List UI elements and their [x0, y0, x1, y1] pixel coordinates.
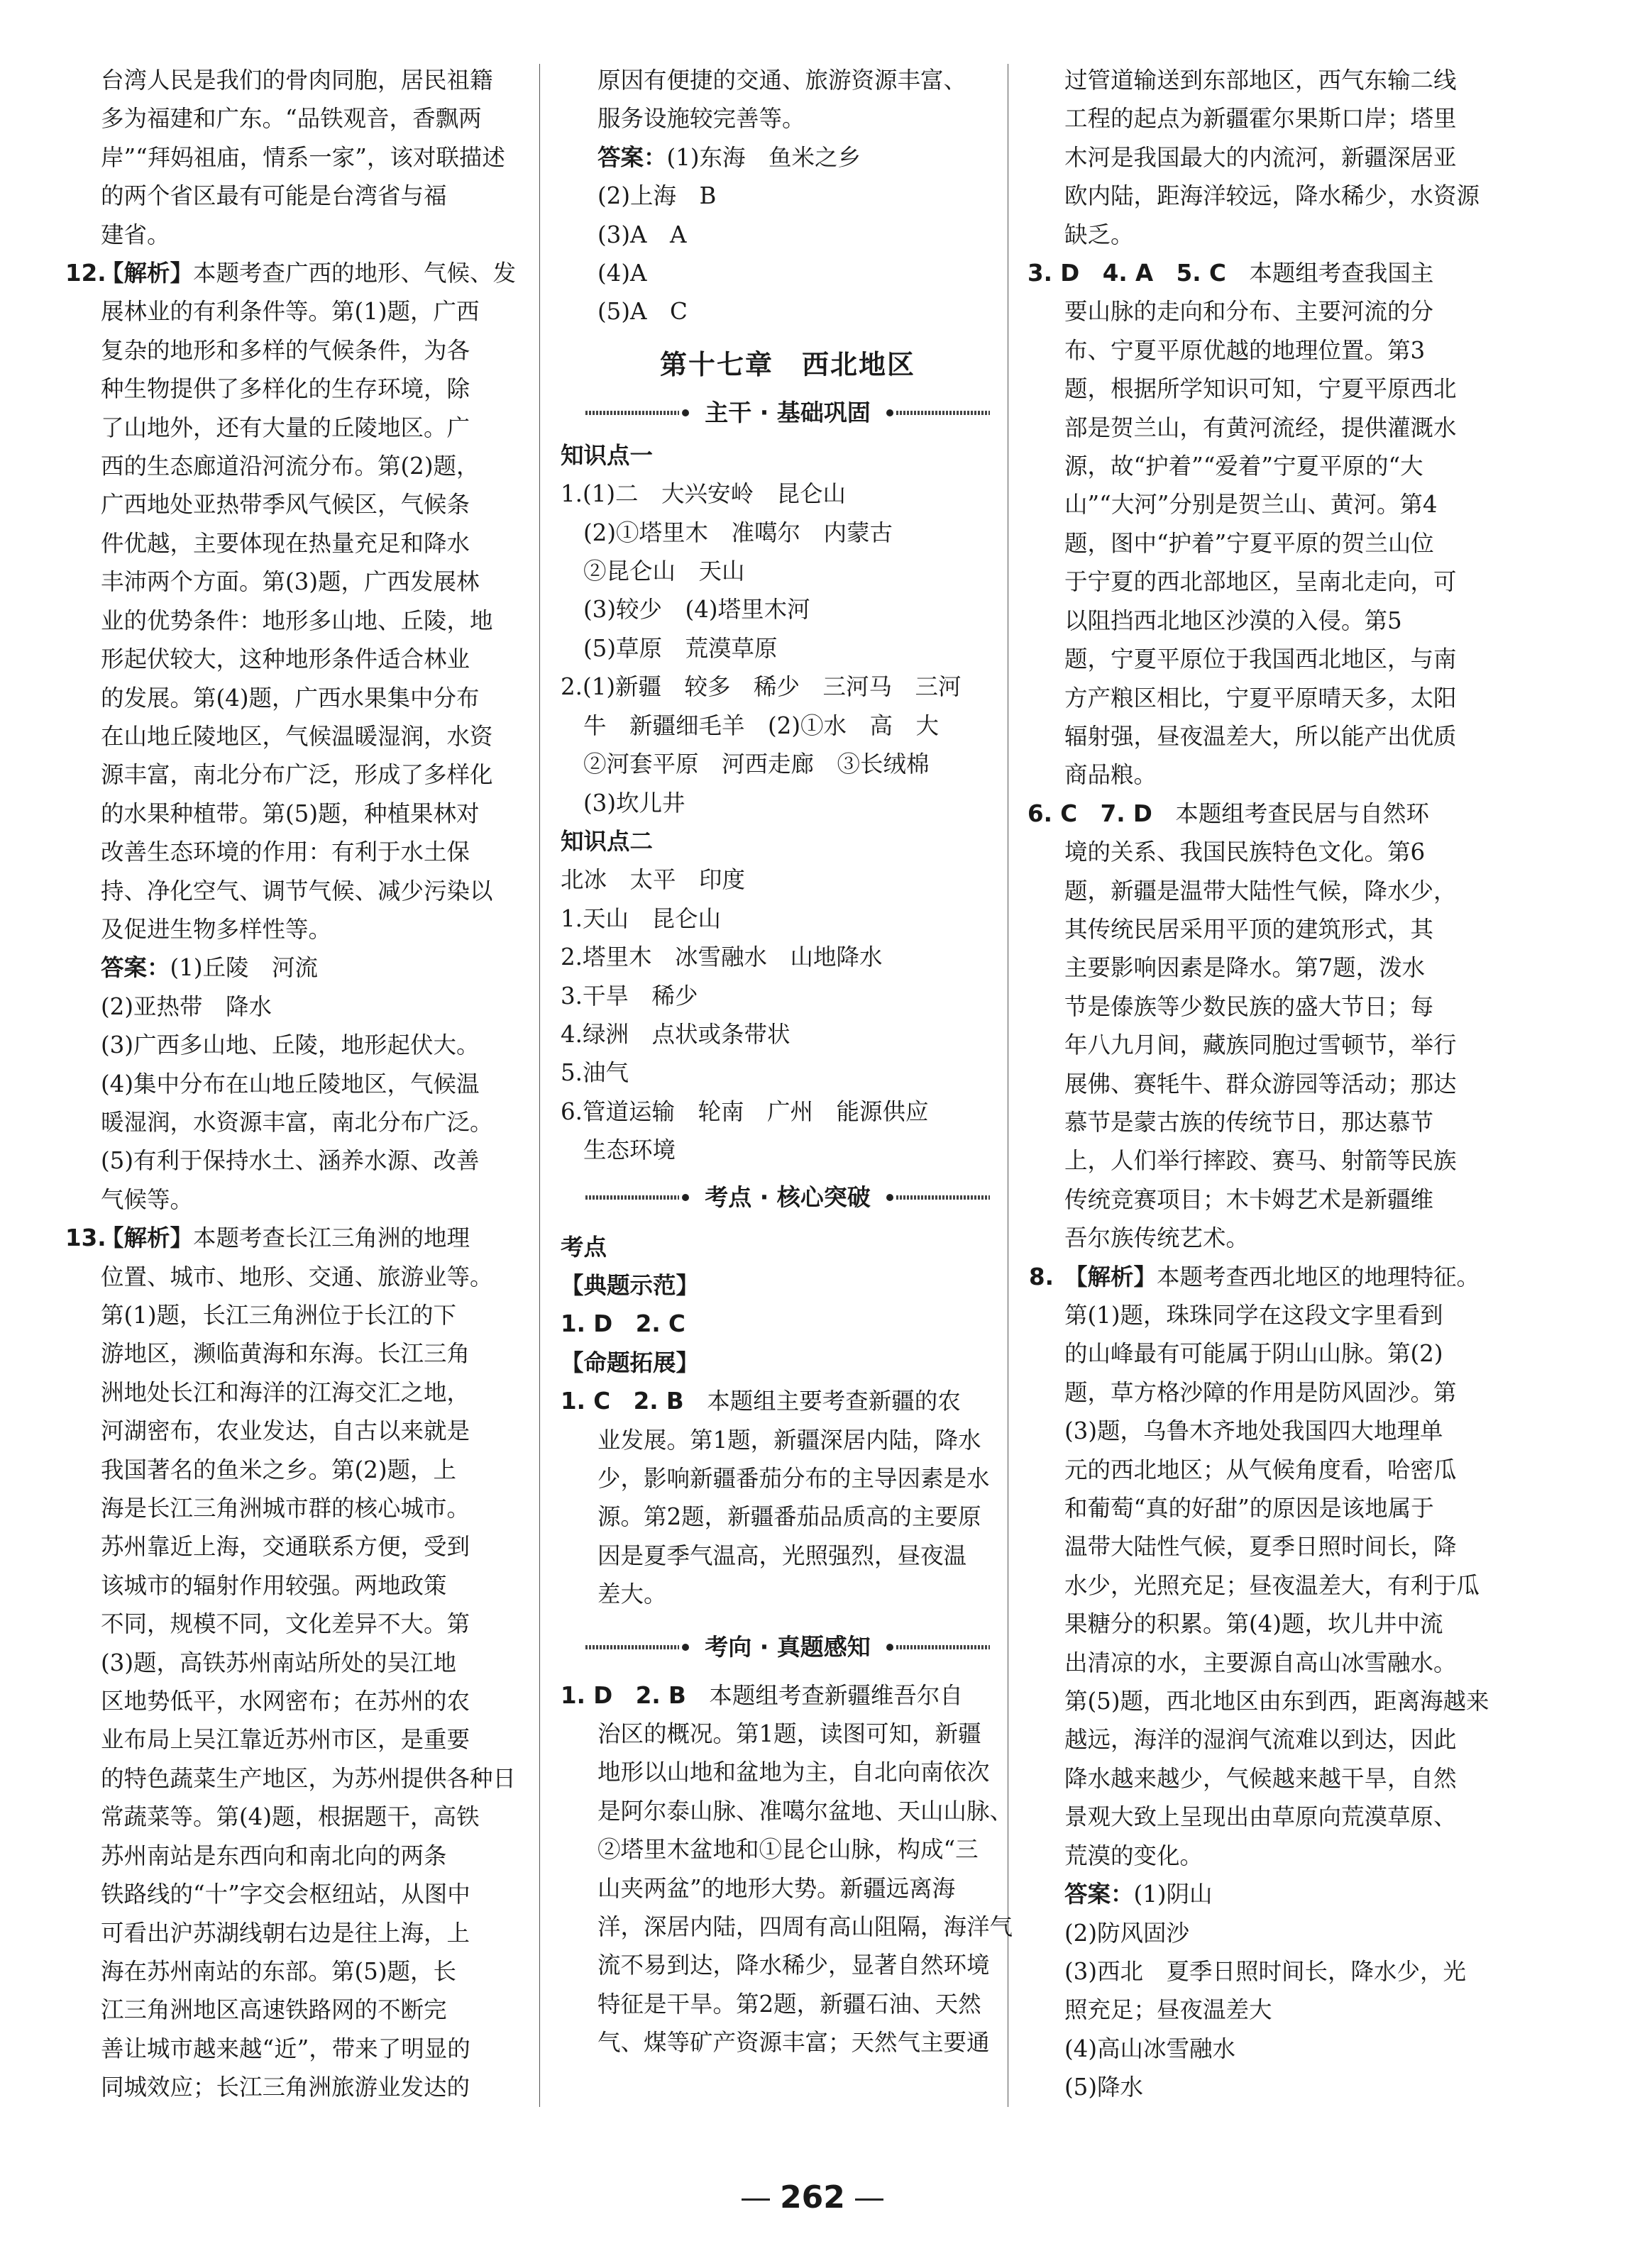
text-line: 多为福建和广东。“品铁观音，香飘两	[101, 105, 482, 133]
ornament-left	[585, 409, 692, 416]
text-line: 景观大致上呈现出由草原向荒漠草原、	[1064, 1803, 1457, 1831]
text-line: 出清凉的水，主要源自高山冰雪融水。	[1064, 1649, 1457, 1676]
text-line: (2)①塔里木 准噶尔 内蒙古	[583, 519, 893, 546]
answer-line: (5)A C	[597, 298, 688, 326]
text-line: 西的生态廊道沿河流分布。第(2)题，	[101, 453, 480, 480]
text-line: 源丰富，南北分布广泛，形成了多样化	[101, 761, 493, 789]
text-line: 3.干旱 稀少	[561, 982, 698, 1009]
text-line: (3)较少 (4)塔里木河	[583, 596, 810, 624]
text-line: 广西地处亚热带季风气候区，气候条	[101, 491, 470, 519]
extension-heading: 【命题拓展】	[561, 1349, 700, 1376]
text-line: (3)题，高铁苏州南站所处的吴江地	[101, 1649, 457, 1676]
text-line: 题，根据所学知识可知，宁夏平原西北	[1064, 375, 1457, 403]
intro-paragraph	[64, 61, 518, 254]
text-line: (3)题，乌鲁木齐地处我国四大地理单	[1064, 1417, 1443, 1445]
column-2	[561, 61, 1015, 2062]
knowledge-point-heading: 知识点二	[561, 827, 654, 855]
answer-numbers: 6. C 7. D	[1028, 800, 1152, 827]
text-line: 1.(1)二 大兴安岭 昆仑山	[561, 480, 847, 508]
text-line: 的发展。第(4)题，广西水果集中分布	[101, 684, 480, 712]
text-line: 5.油气	[561, 1059, 629, 1087]
text-line: 改善生态环境的作用：有利于水土保	[101, 839, 470, 866]
text-line: 元的西北地区；从气候角度看，哈密瓜	[1064, 1456, 1457, 1483]
text-line: 1.天山 昆仑山	[561, 905, 722, 932]
text-line: 江三角洲地区高速铁路网的不断完	[101, 1996, 447, 2024]
text-line: 题，图中“护着”宁夏平原的贺兰山位	[1064, 529, 1434, 557]
text-line: 治区的概况。第1题，读图可知，新疆	[597, 1720, 981, 1748]
question-8	[1028, 1258, 1538, 2107]
analysis-tag: 【解析】	[1064, 1263, 1157, 1290]
section-heading	[561, 1624, 1015, 1671]
section-title: 主干 · 基础巩固	[705, 398, 871, 426]
text-line: 特征是干旱。第2题，新疆石油、天然	[597, 1990, 981, 2018]
text-line: 第(5)题，西北地区由东到西，距离海越来	[1064, 1688, 1489, 1715]
answer-line: (2)亚热带 降水	[101, 992, 272, 1020]
text-line: 善让城市越来越“近”，带来了明显的	[101, 2035, 470, 2062]
text-line: 牛 新疆细毛羊 (2)①水 高 大	[583, 712, 940, 739]
text-line: 越远，海洋的湿润气流难以到达，因此	[1064, 1726, 1457, 1754]
analysis-tag: 【解析】	[101, 260, 194, 287]
answer-line: (4)集中分布在山地丘陵地区，气候温	[101, 1070, 480, 1097]
text-line: 和葡萄“真的好甜”的原因是该地属于	[1064, 1495, 1434, 1522]
text-line: 了山地外，还有大量的丘陵地区。广	[101, 414, 470, 441]
page-number	[0, 2179, 1625, 2216]
text-line: 差大。	[597, 1581, 667, 1608]
answer-line: (4)A	[597, 260, 647, 287]
question-number: 12.	[65, 260, 106, 287]
page-number-dash-right	[855, 2198, 883, 2201]
continued-paragraph	[1028, 61, 1538, 254]
answer-label: 答案：	[101, 954, 170, 982]
text-line: 1. C 2. B 本题组主要考查新疆的农	[561, 1388, 961, 1415]
text-line: 气、煤等矿产资源丰富；天然气主要通	[597, 2029, 990, 2057]
text-line: 缺乏。	[1064, 221, 1134, 248]
answer-label: 答案：	[1064, 1881, 1134, 1908]
question-number: 8.	[1029, 1263, 1054, 1290]
answer-line: (3)广西多山地、丘陵，地形起伏大。	[101, 1031, 480, 1059]
text-line: 海是长江三角洲城市群的核心城市。	[101, 1495, 470, 1522]
text-line: ②昆仑山 天山	[583, 558, 745, 585]
ornament-right	[883, 1194, 990, 1201]
text-line: 台湾人民是我们的骨肉同胞，居民祖籍	[101, 67, 493, 94]
text-line: 可看出沪苏湖线朝右边是往上海，上	[101, 1919, 470, 1947]
text-line: 温带大陆性气候，夏季日照时间长，降	[1064, 1533, 1457, 1561]
answer-numbers: 1. C 2. B	[561, 1388, 684, 1415]
text-line: 第(1)题，珠珠同学在这段文字里看到	[1064, 1302, 1443, 1329]
text-line: 要山脉的走向和分布、主要河流的分	[1064, 298, 1434, 326]
text-line: 丰沛两个方面。第(3)题，广西发展林	[101, 568, 480, 596]
text-line: 传统竞赛项目；木卡姆艺术是新疆维	[1064, 1185, 1434, 1213]
text-line: 境的关系、我国民族特色文化。第6	[1064, 839, 1426, 866]
continued-paragraph	[561, 61, 1015, 331]
text-line: 辐射强，昼夜温差大，所以能产出优质	[1064, 722, 1457, 750]
text-line: 服务设施较完善等。	[597, 105, 805, 133]
section-title: 考点 · 核心突破	[705, 1183, 871, 1211]
answer-label: 答案：	[597, 143, 667, 171]
answer-line: 暖湿润，水资源丰富，南北分布广泛。	[101, 1108, 493, 1136]
text-line: 源，故“护着”“爱着”宁夏平原的“大	[1064, 453, 1423, 480]
answer-line: (2)上海 B	[597, 182, 717, 210]
text-line: 3. D 4. A 5. C 本题组考查我国主	[1028, 260, 1434, 287]
text-line: 商品粮。	[1064, 761, 1157, 789]
text-line: 原因有便捷的交通、旅游资源丰富、	[597, 67, 967, 94]
page-number-value: 262	[780, 2179, 845, 2216]
text-line: 同城效应；长江三角洲旅游业发达的	[101, 2074, 470, 2101]
text-line: 1. D 2. B 本题组考查新疆维吾尔自	[561, 1681, 963, 1709]
text-line: 该城市的辐射作用较强。两地政策	[101, 1571, 447, 1599]
text-line: ②塔里木盆地和①昆仑山脉，构成“三	[597, 1836, 979, 1864]
text-line: 常蔬菜等。第(4)题，根据题干，高铁	[101, 1803, 480, 1831]
text-line: 北冰 太平 印度	[561, 866, 746, 894]
text-line: 的山峰最有可能属于阴山山脉。第(2)	[1064, 1340, 1443, 1368]
text-line: 形起伏较大，这种地形条件适合林业	[101, 646, 470, 673]
text-line: 答案：(1)丘陵 河流	[101, 954, 319, 982]
text-line: 少，影响新疆番茄分布的主导因素是水	[597, 1465, 990, 1492]
text-line: 是阿尔泰山脉、准噶尔盆地、天山山脉、	[597, 1797, 1013, 1825]
text-line: 位置、城市、地形、交通、旅游业等。	[101, 1263, 493, 1290]
text-line: 复杂的地形和多样的气候条件，为各	[101, 336, 470, 364]
text-line: 布、宁夏平原优越的地理位置。第3	[1064, 336, 1426, 364]
ornament-left	[585, 1644, 692, 1651]
text-line: 节是傣族等少数民族的盛大节日；每	[1064, 992, 1434, 1020]
text-line: 展佛、赛牦牛、群众游园等活动；那达	[1064, 1070, 1457, 1097]
text-line: 答案：(1)东海 鱼米之乡	[597, 143, 861, 171]
extension-block	[561, 1382, 1015, 1613]
text-line: 游地区，濒临黄海和东海。长江三角	[101, 1340, 470, 1368]
text-line: 业布局上吴江靠近苏州市区，是重要	[101, 1726, 470, 1754]
text-line: 过管道输送到东部地区，西气东输二线	[1064, 67, 1457, 94]
question-12	[64, 254, 518, 1219]
text-line: 【解析】本题考查西北地区的地理特征。	[1064, 1263, 1480, 1290]
ornament-right	[883, 409, 990, 416]
text-line: 源。第2题，新疆番茄品质高的主要原	[597, 1503, 981, 1531]
example-answers: 1. D 2. C	[561, 1310, 685, 1338]
text-line: 年八九月间，藏族同胞过雪顿节，举行	[1064, 1031, 1457, 1059]
text-line: 件优越，主要体现在热量充足和降水	[101, 529, 470, 557]
answer-line: (5)有利于保持水土、涵养水源、改善	[101, 1147, 480, 1175]
answer-numbers: 3. D 4. A 5. C	[1028, 260, 1226, 287]
text-line: 铁路线的“十”字交会枢纽站，从图中	[101, 1881, 470, 1908]
text-line: 果糖分的积累。第(4)题，坎儿井中流	[1064, 1610, 1443, 1638]
question-3-5	[1028, 254, 1538, 795]
text-line: 工程的起点为新疆霍尔果斯口岸；塔里	[1064, 105, 1457, 133]
text-line: 2.(1)新疆 较多 稀少 三河马 三河	[561, 673, 962, 701]
text-line: 展林业的有利条件等。第(1)题，广西	[101, 298, 480, 326]
text-line: 苏州靠近上海，交通联系方便，受到	[101, 1533, 470, 1561]
text-line: 2.塔里木 冰雪融水 山地降水	[561, 944, 883, 971]
question-13	[64, 1219, 518, 2106]
answer-line: 气候等。	[101, 1185, 194, 1213]
text-line: 在山地丘陵地区，气候温暖湿润，水资	[101, 722, 493, 750]
text-line: 降水越来越少，气候越来越干旱，自然	[1064, 1764, 1457, 1792]
answer-line: (5)降水	[1064, 2074, 1144, 2101]
text-line: 慕节是蒙古族的传统节日，那达慕节	[1064, 1108, 1434, 1136]
text-line: 不同，规模不同，文化差异不大。第	[101, 1610, 470, 1638]
column-3	[1028, 61, 1538, 2107]
text-line: 山夹两盆”的地形大势。新疆远离海	[597, 1874, 956, 1902]
text-line: 木河是我国最大的内流河，新疆深居亚	[1064, 143, 1457, 171]
column-1	[64, 61, 518, 2107]
text-line: 我国著名的鱼米之乡。第(2)题，上	[101, 1456, 457, 1483]
text-line: ②河套平原 河西走廊 ③长绒棉	[583, 751, 930, 778]
answer-line: (3)A A	[597, 221, 687, 248]
text-line: 流不易到达，降水稀少，显著自然环境	[597, 1952, 990, 1979]
text-line: 洲地处长江和海洋的江海交汇之地，	[101, 1378, 470, 1406]
text-line: 第(1)题，长江三角洲位于长江的下	[101, 1302, 457, 1329]
text-line: 苏州南站是东西向和南北向的两条	[101, 1842, 447, 1869]
text-line: 【解析】本题考查广西的地形、气候、发	[101, 260, 517, 287]
kaodian-heading: 考点	[561, 1233, 607, 1261]
ornament-left	[585, 1194, 692, 1201]
section-heading	[561, 1174, 1015, 1221]
chapter-title: 第十七章 西北地区	[659, 348, 915, 380]
text-line: 的水果种植带。第(5)题，种植果林对	[101, 800, 480, 827]
text-line: (3)坎儿井	[583, 789, 685, 817]
text-line: 及促进生物多样性等。	[101, 915, 332, 943]
text-line: 【解析】本题考查长江三角洲的地理	[101, 1224, 470, 1252]
question-6-7	[1028, 795, 1538, 1258]
real-exam-block	[561, 1676, 1015, 2062]
text-line: 方产粮区相比，宁夏平原晴天多，太阳	[1064, 684, 1457, 712]
text-line: 地形以山地和盆地为主，自北向南依次	[597, 1759, 990, 1786]
text-line: 答案：(1)阴山	[1064, 1881, 1213, 1908]
text-line: 洋，深居内陆，四周有高山阻隔，海洋气	[597, 1913, 1013, 1941]
text-line: 题，新疆是温带大陆性气候，降水少，	[1064, 877, 1457, 905]
analysis-tag: 【解析】	[101, 1224, 194, 1252]
text-line: 上，人们举行摔跤、赛马、射箭等民族	[1064, 1147, 1457, 1175]
column-divider-1	[539, 64, 540, 2107]
text-line: 海在苏州南站的东部。第(5)题，长	[101, 1957, 457, 1985]
page-number-dash-left	[742, 2198, 770, 2201]
text-line: 4.绿洲 点状或条带状	[561, 1020, 791, 1048]
text-line: 吾尔族传统艺术。	[1064, 1224, 1250, 1252]
answer-line: (2)防风固沙	[1064, 1919, 1190, 1947]
text-line: 题，宁夏平原位于我国西北地区，与南	[1064, 646, 1457, 673]
text-line: 建省。	[101, 221, 170, 248]
text-line: 欧内陆，距海洋较远，降水稀少，水资源	[1064, 182, 1480, 210]
text-line: 主要影响因素是降水。第7题，泼水	[1064, 954, 1426, 982]
text-line: 因是夏季气温高，光照强烈，昼夜温	[597, 1542, 967, 1569]
text-line: 以阻挡西北地区沙漠的入侵。第5	[1064, 607, 1402, 634]
text-line: 岸”“拜妈祖庙，情系一家”，该对联描述	[101, 143, 505, 171]
text-line: 生态环境	[583, 1136, 676, 1164]
section-title: 考向 · 真题感知	[705, 1632, 871, 1661]
text-line: 于宁夏的西北部地区，呈南北走向，可	[1064, 568, 1457, 596]
text-line: 种生物提供了多样化的生存环境，除	[101, 375, 470, 403]
text-line: 业的优势条件：地形多山地、丘陵，地	[101, 607, 493, 634]
text-line: 其传统民居采用平顶的建筑形式，其	[1064, 915, 1434, 943]
text-line: 的两个省区最有可能是台湾省与福	[101, 182, 447, 210]
text-line: 河湖密布，农业发达，自古以来就是	[101, 1417, 470, 1445]
text-line: 水少，光照充足；昼夜温差大，有利于瓜	[1064, 1571, 1480, 1599]
text-line: 持、净化空气、调节气候、减少污染以	[101, 877, 493, 905]
text-line: 山”“大河”分别是贺兰山、黄河。第4	[1064, 491, 1438, 519]
text-line: 6. C 7. D 本题组考查民居与自然环	[1028, 800, 1429, 827]
ornament-right	[883, 1644, 990, 1651]
question-number: 13.	[65, 1224, 106, 1252]
text-line: 题，草方格沙障的作用是防风固沙。第	[1064, 1378, 1457, 1406]
text-line: (5)草原 荒漠草原	[583, 634, 778, 662]
section-heading	[561, 389, 1015, 436]
answer-line: (3)西北 夏季日照时间长，降水少，光	[1064, 1957, 1467, 1985]
text-line: 业发展。第1题，新疆深居内陆，降水	[597, 1426, 981, 1454]
text-line: 荒漠的变化。	[1064, 1842, 1203, 1869]
text-line: 部是贺兰山，有黄河流经，提供灌溉水	[1064, 414, 1457, 441]
text-line: 区地势低平，水网密布；在苏州的农	[101, 1688, 470, 1715]
answer-numbers: 1. D 2. B	[561, 1681, 686, 1709]
example-heading: 【典题示范】	[561, 1271, 700, 1299]
text-line: 6.管道运输 轮南 广州 能源供应	[561, 1097, 929, 1125]
answer-line: (4)高山冰雪融水	[1064, 2035, 1236, 2062]
text-line: 的特色蔬菜生产地区，为苏州提供各种日	[101, 1764, 517, 1792]
knowledge-point-heading: 知识点一	[561, 441, 654, 469]
answer-line: 照充足；昼夜温差大	[1064, 1996, 1272, 2024]
